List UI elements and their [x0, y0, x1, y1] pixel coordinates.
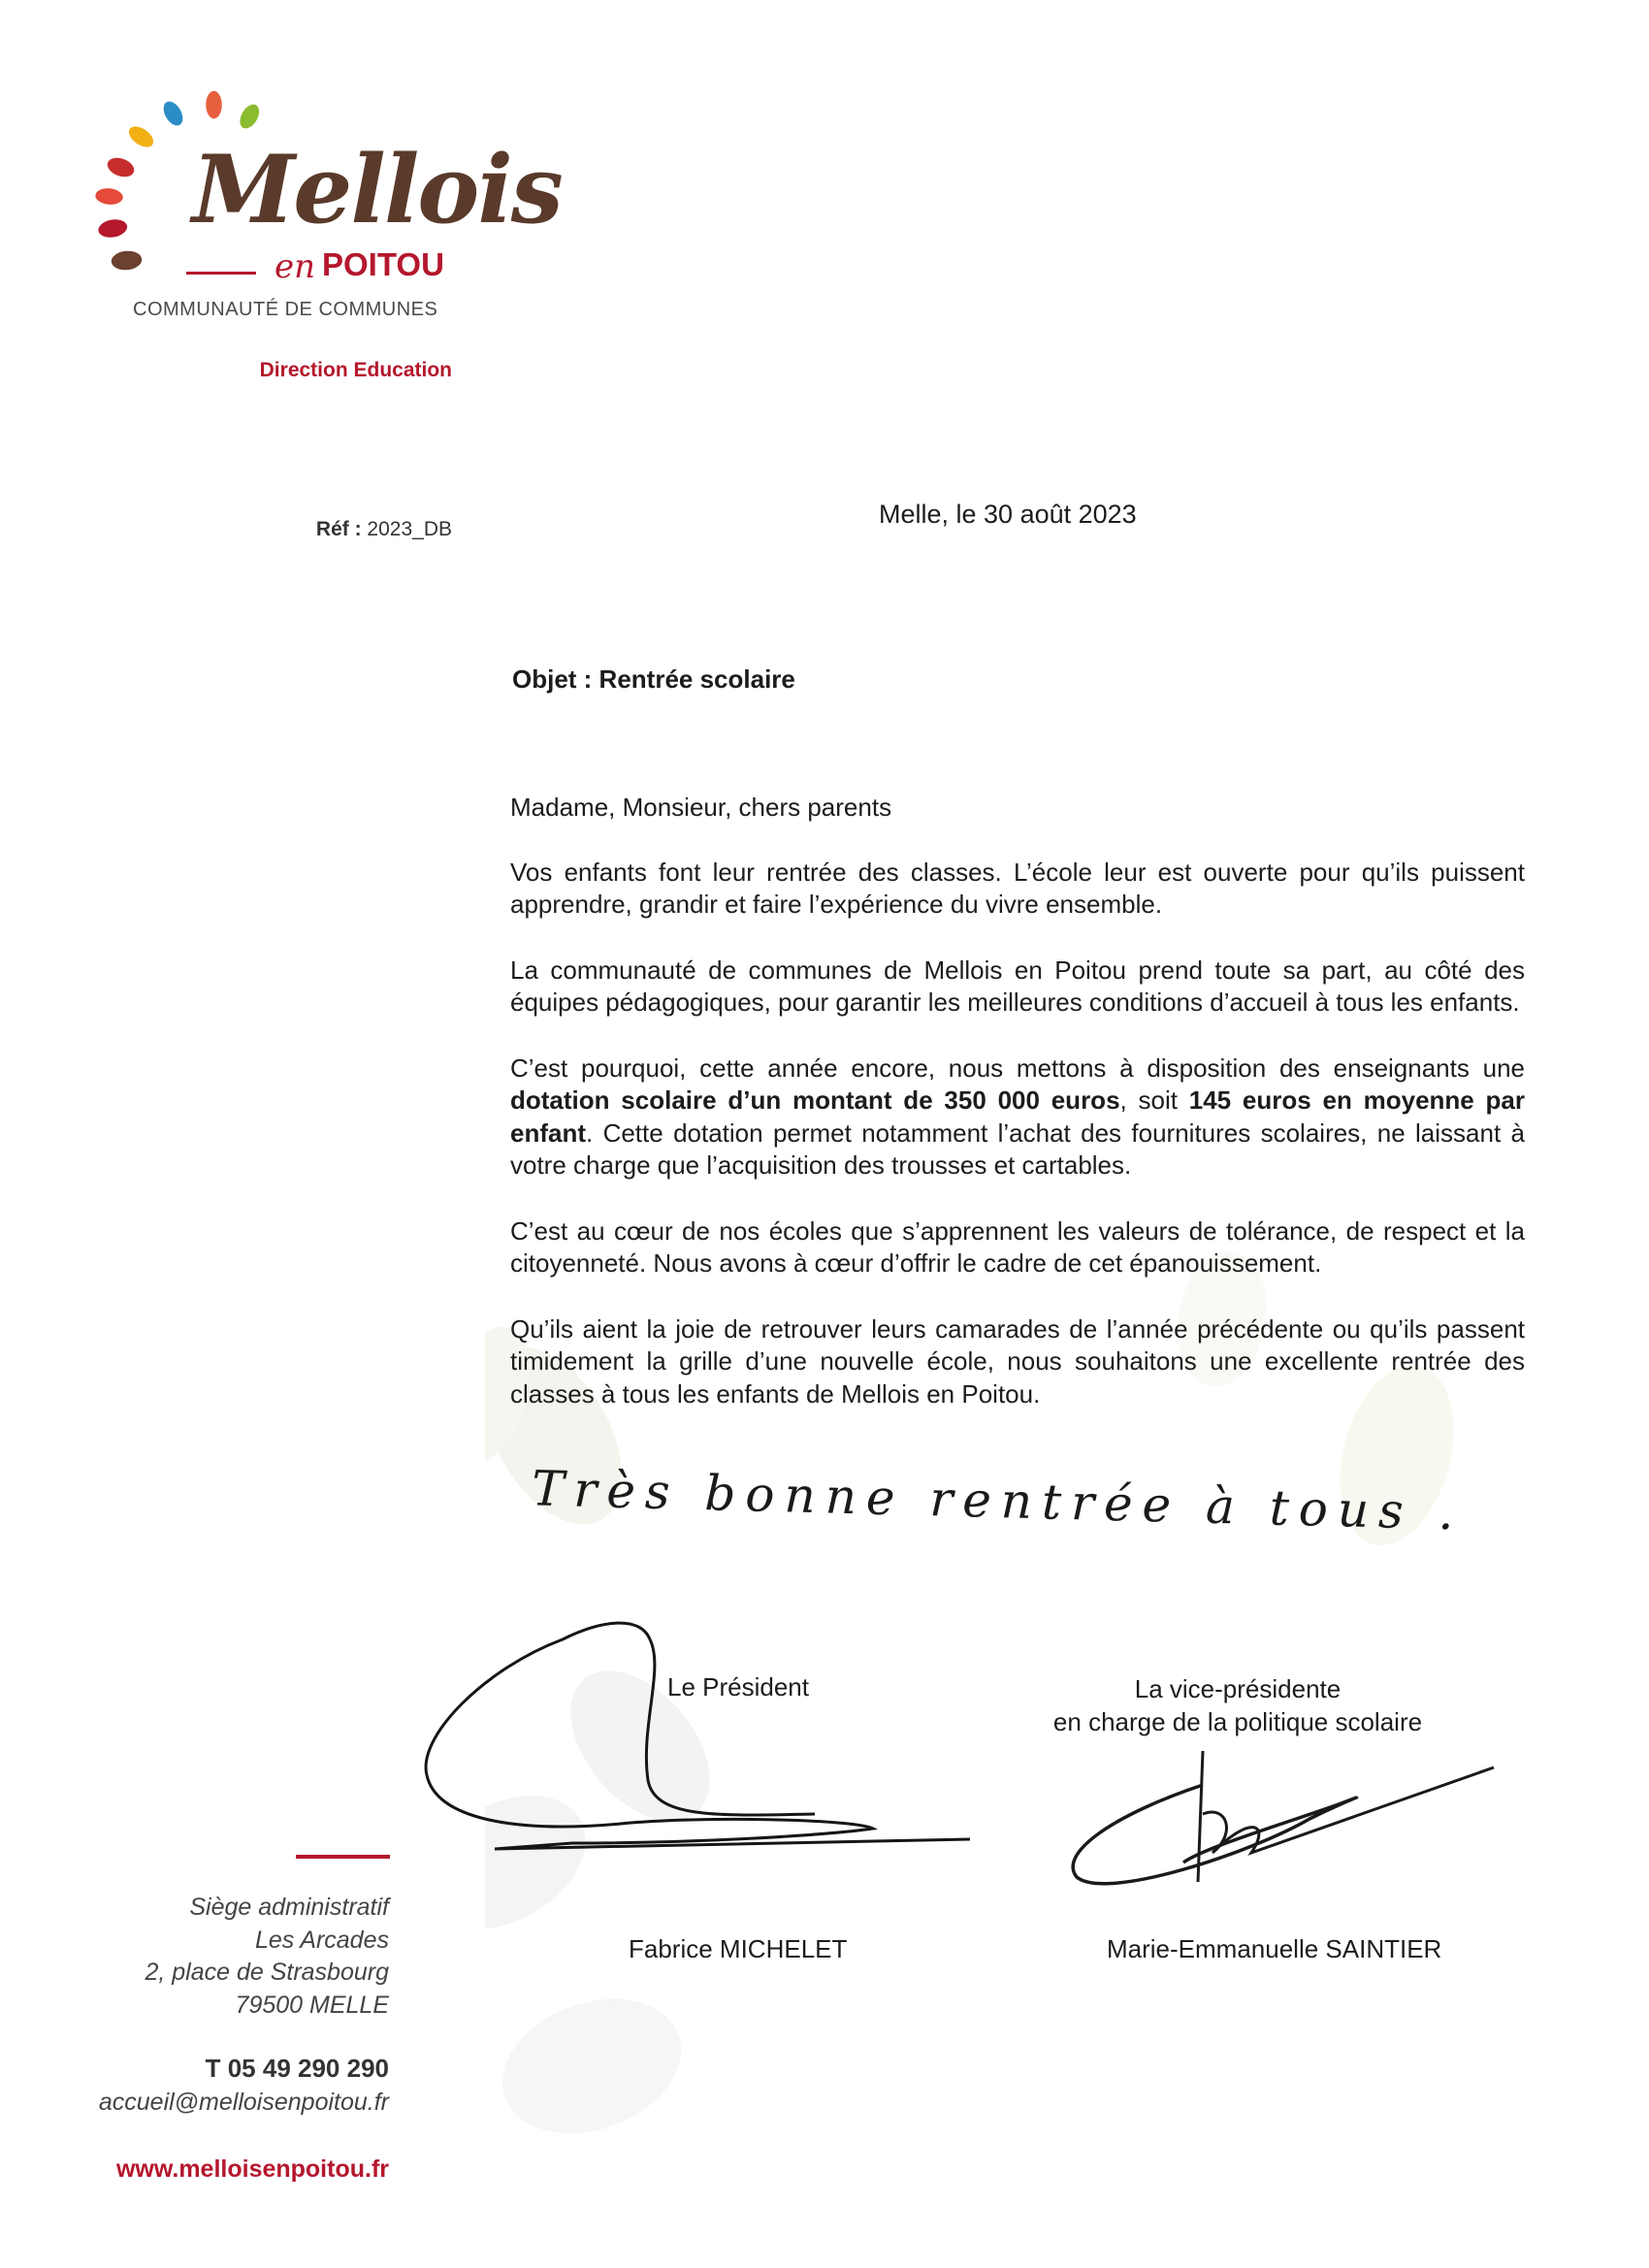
letter-body — [510, 792, 1525, 1443]
letter-date: Melle, le 30 août 2023 — [879, 500, 1137, 529]
logo-subtitle: COMMUNAUTÉ DE COMMUNES — [133, 299, 438, 320]
footer-email-link[interactable]: accueil@melloisenpoitou.fr — [98, 2089, 389, 2116]
vice-president-name: Marie-Emmanuelle SAINTIER — [1107, 1934, 1442, 1963]
vice-president-title-line1: La vice-présidente — [1134, 1674, 1342, 1703]
president-signature-icon — [407, 1610, 989, 1863]
department-name: Direction Education — [259, 359, 452, 381]
reference-label: Réf : — [315, 518, 362, 540]
paragraph-3-amount: dotation scolaire d’un montant de 350 000 euros — [510, 1085, 1120, 1115]
paragraph-5: Qu’ils aient la joie de retrouver leurs camarades de l’année précédente ou qu’ils passent timidement la grille d’une nouvelle école, nous souhaitons une excellente rentrée des classes à tous les enfants de Mellois en Poitou. — [510, 1313, 1525, 1409]
paragraph-4: C’est au cœur de nos écoles que s’apprennent les valeurs de tolérance, de respect et la citoyenneté. Nous avons à cœur d’offrir le cadre de cet épanouissement. — [510, 1215, 1525, 1278]
address-line-1: Siège administratif — [189, 1894, 389, 1921]
vice-president-title — [1005, 1672, 1471, 1738]
logo-divider — [186, 272, 256, 275]
president-title: Le Président — [667, 1672, 809, 1701]
footer-divider — [296, 1855, 390, 1859]
vice-president-title-line2: en charge de la politique scolaire — [1052, 1707, 1423, 1736]
letter-subject: Objet : Rentrée scolaire — [512, 664, 795, 694]
handwritten-note: Très bonne rentrée à tous . — [531, 1460, 1465, 1541]
footer-phone: T 05 49 290 290 — [205, 2054, 389, 2083]
paragraph-3-text-a: C’est pourquoi, cette année encore, nous mettons à disposition des enseignants une — [510, 1053, 1525, 1083]
reference-value: 2023_DB — [367, 518, 452, 540]
address-line-3: 2, place de Strasbourg — [145, 1959, 389, 1986]
president-name: Fabrice MICHELET — [629, 1934, 848, 1963]
paragraph-1: Vos enfants font leur rentrée des classes. L’école leur est ouverte pour qu’ils puissent apprendre, grandir et faire l’expérience du vivre ensemble. — [510, 857, 1525, 919]
paragraph-3-text-e: . Cette dotation permet notamment l’achat des fournitures scolaires, ne laissant à votre charge que l’acquisition des trousses et cartables. — [510, 1118, 1525, 1180]
address-line-4: 79500 MELLE — [235, 1991, 389, 2019]
footer-address — [145, 1892, 389, 2022]
greeting: Madame, Monsieur, chers parents — [510, 793, 892, 822]
footer-website-link[interactable]: www.melloisenpoitou.fr — [115, 2155, 389, 2183]
paragraph-3 — [510, 1053, 1525, 1183]
logo-en: en — [275, 247, 316, 286]
logo-poitou: POITOU — [322, 246, 444, 282]
vice-president-signature-icon — [1057, 1746, 1523, 1921]
logo-wordmark: Mellois — [192, 135, 562, 244]
paragraph-2: La communauté de communes de Mellois en Poitou prend toute sa part, au côté des équipes pédagogiques, pour garantir les meilleures conditions d’accueil à tous les enfants. — [510, 955, 1525, 1017]
address-line-2: Les Arcades — [254, 1926, 389, 1954]
paragraph-3-text-c: , soit — [1119, 1085, 1189, 1115]
reference — [316, 518, 452, 541]
paragraph-3-average: 145 euros en moyenne par enfant — [510, 1085, 1525, 1148]
